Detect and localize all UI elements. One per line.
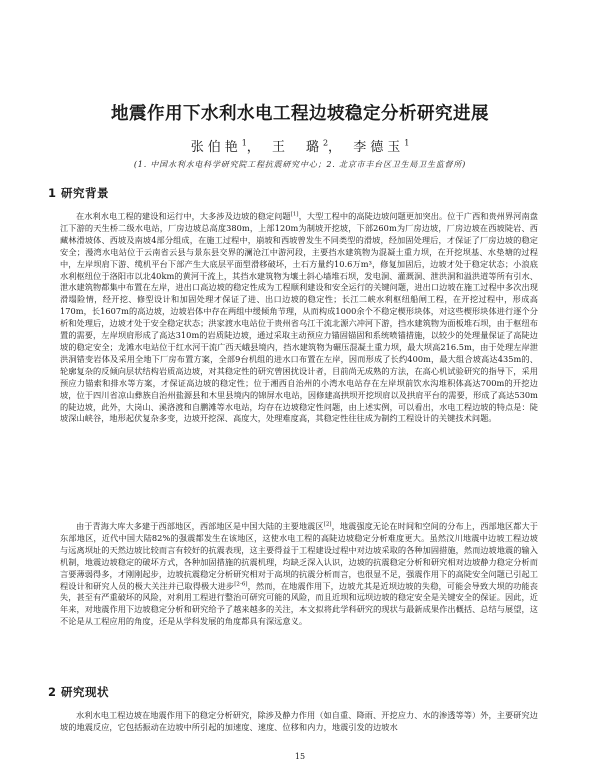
author-name: 李德玉 — [353, 140, 405, 155]
author-list: 张伯艳$^1$， 王 璐$^2$， 李德玉$^1$ — [190, 138, 410, 155]
citation-ref: [2] — [323, 521, 332, 528]
author-affil-mark: 1 — [404, 138, 410, 148]
affiliation: (1. 中国水利水电科学研究院工程抗震研究中心；2. 北京市丰台区卫生局卫生监督所) — [133, 160, 467, 169]
body-paragraph: 在水利水电工程的建设和运行中，大多涉及边坡的稳定问题[1]，大型工程中的高陡边坡问题更加突出。位于广西和贵州界河南盘江下游的天生桥二级水电站，厂房边坡总高度380m，上部120m为制坡开挖坡，下部260m为厂房边坡，厂房边坡在西坡陡岩、西藏林滑坡体、西坡及南坡4部分组成，在施工过程中，崩坡和西坡曾发生不同类型的滑坡，经加固处理后，才保证了厂房边坡的稳定安全；漫湾水电站位于云南省云县与景东县交界的澜沧江中游河段，主要挡水建筑物为混凝土重力坝，在开挖坝基、水垫塘的过程中，左岸坝肩下游、缆机平台下部产生大底层平面型滑移破坏，土石方量约10.6万m³，修复加固后，边坡才处于稳定状态；小浪底水利枢纽位于洛阳市以北40km的黄河干流上，其挡水建筑物为壤土斜心墙堆石坝，发电洞、灌溉洞、泄洪洞和溢洪道等所有引水、泄水建筑物都集中布置在左岸，进出口高边坡的稳定性成为工程顺利建设和安全运行的关键问题，进出口边坡在施工过程中多次出现滑塌险情，经开挖、修型设计和加固处理才保证了进、出口边坡的稳定性；长江二峡水利枢纽船闸工程，在开挖过程中，形成高170m，长1607m的高边坡，边坡岩体中存在两组中缓倾角节理，从而构成1000余个不稳定楔形块体，对这些楔形块体进行逐个分析和处理后，边坡才处于安全稳定状态；洪家渡水电站位于贵州省乌江干流北源六冲河下游，挡水建筑物为面板堆石坝，由于枢纽布置的需要，左岸坝肩形成了高达310m的岩质陡边坡，通过采取主动预应力锚固锚固和系统喷锚措施，以较少的处理量保证了高陡边坡的稳定安全；龙滩水电站位于红水河干流广西天峨县境内，挡水建筑物为碾压混凝土重力坝，最大坝高216.5m，由于处理左岸泄洪洞错变岩体及采用全地下厂房布置方案，全部9台机组的进水口布置在左岸，因而形成了长约400m，最大组合坡高达435m的、轮廓复杂的反倾向层状结构岩质高边坡，对其稳定性的研究曾困扰设计者，目前尚无成熟的方法，在高心机试验研究的指导下，采用预应力锚索和排水等方案，才保证高边坡的稳定性；位于湘西自治州的小湾水电站存在左岸坝前饮水沟堆积体高达700m的开挖边坡，位于四川省凉山彝族自治州盐源县和木里县境内的锦屏水电站，因修建高拱坝开挖坝肩以及拱肩平台的需要，形成了高达530m的陡边坡，此外，大岗山、溪洛渡和自鹏滩等水电站，均存在边坡稳定性问题，由上述实例，可以看出，水电工程边坡的特点是：陡坡深山峡谷，地形起伏复杂多变，边坡开挖深、高度大，处理难度高，其稳定性往往成为制约工程设计的关键技术问题。 — [60, 211, 538, 424]
paper-title: 地震作用下水利水电工程边坡稳定分析研究进展 — [111, 104, 489, 124]
citation-ref: [2-6] — [234, 580, 248, 587]
author-affil-mark: 2 — [322, 138, 329, 148]
body-paragraph: 由于青海大库大多建于西部地区，西部地区是中国大陆的主要地震区[2]，地震强度无论在时间和空间的分布上，西部地区都大于东部地区，近代中国大陆82%的强震都发生在该地区，这使水电工程的高陡边坡稳定分析难度更大。虽然汶川地震中边坡工程边坡与远离坝址的天然边坡比较而言有较好的抗震表现，这主要得益于工程建设过程中对边坡采取的各种加固措施，然而边坡地震的输入机制，地震边坡稳定的破坏方式，各种加固措施的抗震机理，均缺乏深入认识，边坡的抗震稳定分析和研究相对边坡静力稳定分析而言要薄弱得多，才刚刚起步，边坡抗震稳定分析研究相对于高坝的抗震分析而言，也很显不足，强震作用下的高陡安全问题已引起工程设计和研究人员的极大关注并已取得极大进步[2-6]，然而，在地震作用下，边坡尤其是近坝边坡的失稳，可能会导致大坝的功能丧失，甚至有严重破坏的风险，对利用工程进行整治可研究可能的风险，而且近坝和远坝边坡的稳定安全是关键安全的保证。因此，近年来，对地震作用下边坡稳定分析和研究给予了越来越多的关注，本文拟将此学科研究的现状与最新成果作出概括、总结与展望，这不论是从工程应用的角度，还是从学科发展的角度都具有深远意义。 — [60, 521, 538, 627]
author-name: 张伯艳 — [190, 140, 242, 155]
page-number: 15 — [294, 752, 306, 761]
author-name: 王 璐 — [271, 140, 323, 155]
author-affil-mark: 1 — [241, 138, 247, 148]
section-heading: 1 研究背景 — [48, 186, 110, 200]
citation-ref: [1] — [290, 211, 299, 218]
body-paragraph: 水利水电工程边坡在地震作用下的稳定分析研究，除涉及静力作用（如自重、降雨、开挖应力、水的渗透等等）外，主要研究边坡的地震反应，它包括振动在边坡中所引起的加速度、速度、位移和内力，地震引发的边坡水 — [60, 710, 538, 732]
section-heading: 2 研究现状 — [48, 685, 110, 699]
